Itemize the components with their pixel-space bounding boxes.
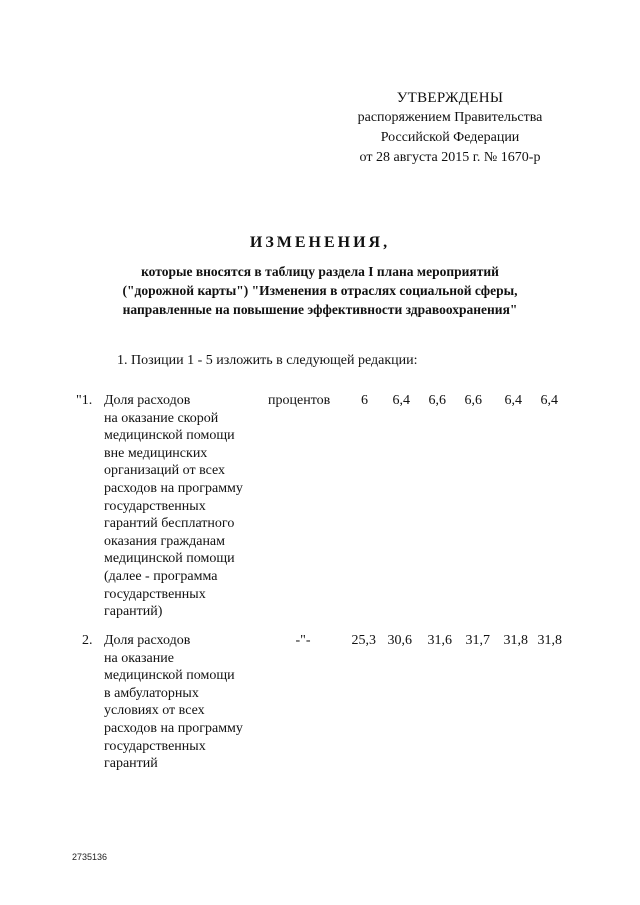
row-unit: процентов — [268, 393, 331, 408]
row-value: 30,6 — [387, 633, 412, 648]
name-line: гарантий — [104, 756, 158, 772]
name-line: гарантий) — [104, 604, 163, 620]
subtitle-line-2: ("дорожной карты") "Изменения в отраслях социальной сферы, — [122, 283, 518, 298]
row-value: 31,8 — [537, 633, 562, 648]
row-value: 31,6 — [427, 633, 452, 648]
row-number: "1. — [76, 393, 93, 408]
name-line: (далее - программа — [104, 568, 218, 584]
approval-heading: УТВЕРЖДЕНЫ — [396, 90, 504, 106]
name-line: в амбулаторных — [104, 685, 199, 701]
name-line: условиях от всех — [104, 703, 205, 719]
name-line: гарантий бесплатного — [104, 516, 235, 532]
name-line: медицинской помощи — [104, 428, 235, 444]
row-indicator-name — [104, 392, 274, 621]
instruction-text: 1. Позиции 1 - 5 изложить в следующей редакции: — [117, 353, 418, 368]
approval-block — [330, 88, 570, 168]
document-code: 2735136 — [72, 852, 108, 862]
name-line: расходов на программу — [104, 720, 243, 736]
subtitle-line-1: которые вносятся в таблицу раздела I плана мероприятий — [141, 264, 499, 279]
name-line: Доля расходов — [104, 633, 191, 648]
name-line: вне медицинских — [104, 445, 208, 461]
row-value: 6,6 — [464, 393, 482, 408]
row-value: 6,4 — [540, 393, 558, 408]
name-line: расходов на программу — [104, 480, 243, 496]
approval-line-3: от 28 августа 2015 г. № 1670-р — [359, 150, 541, 165]
name-line: государственных — [104, 586, 206, 602]
name-line: государственных — [104, 498, 206, 514]
row-indicator-name — [104, 632, 274, 773]
subtitle-line-3: направленные на повышение эффективности здравоохранения" — [122, 302, 518, 317]
row-value: 31,8 — [503, 633, 528, 648]
name-line: медицинской помощи — [104, 551, 235, 567]
row-value: 6 — [361, 393, 368, 408]
row-value: 6,4 — [504, 393, 522, 408]
name-line: на оказание — [104, 650, 174, 666]
document-subtitle — [60, 262, 580, 319]
row-value: 6,6 — [428, 393, 446, 408]
name-line: организаций от всех — [104, 463, 226, 479]
row-unit: -"- — [295, 633, 311, 648]
name-line: государственных — [104, 738, 206, 754]
approval-line-1: распоряжением Правительства — [357, 110, 543, 125]
name-line: медицинской помощи — [104, 668, 235, 684]
name-line: оказания гражданам — [104, 533, 226, 549]
row-value: 6,4 — [392, 393, 410, 408]
row-value: 25,3 — [351, 633, 376, 648]
approval-line-2: Российской Федерации — [380, 130, 520, 145]
name-line: Доля расходов — [104, 393, 191, 408]
name-line: на оказание скорой — [104, 410, 219, 426]
document-title: ИЗМЕНЕНИЯ, — [249, 234, 391, 251]
row-number: 2. — [82, 633, 93, 648]
row-value: 31,7 — [465, 633, 490, 648]
